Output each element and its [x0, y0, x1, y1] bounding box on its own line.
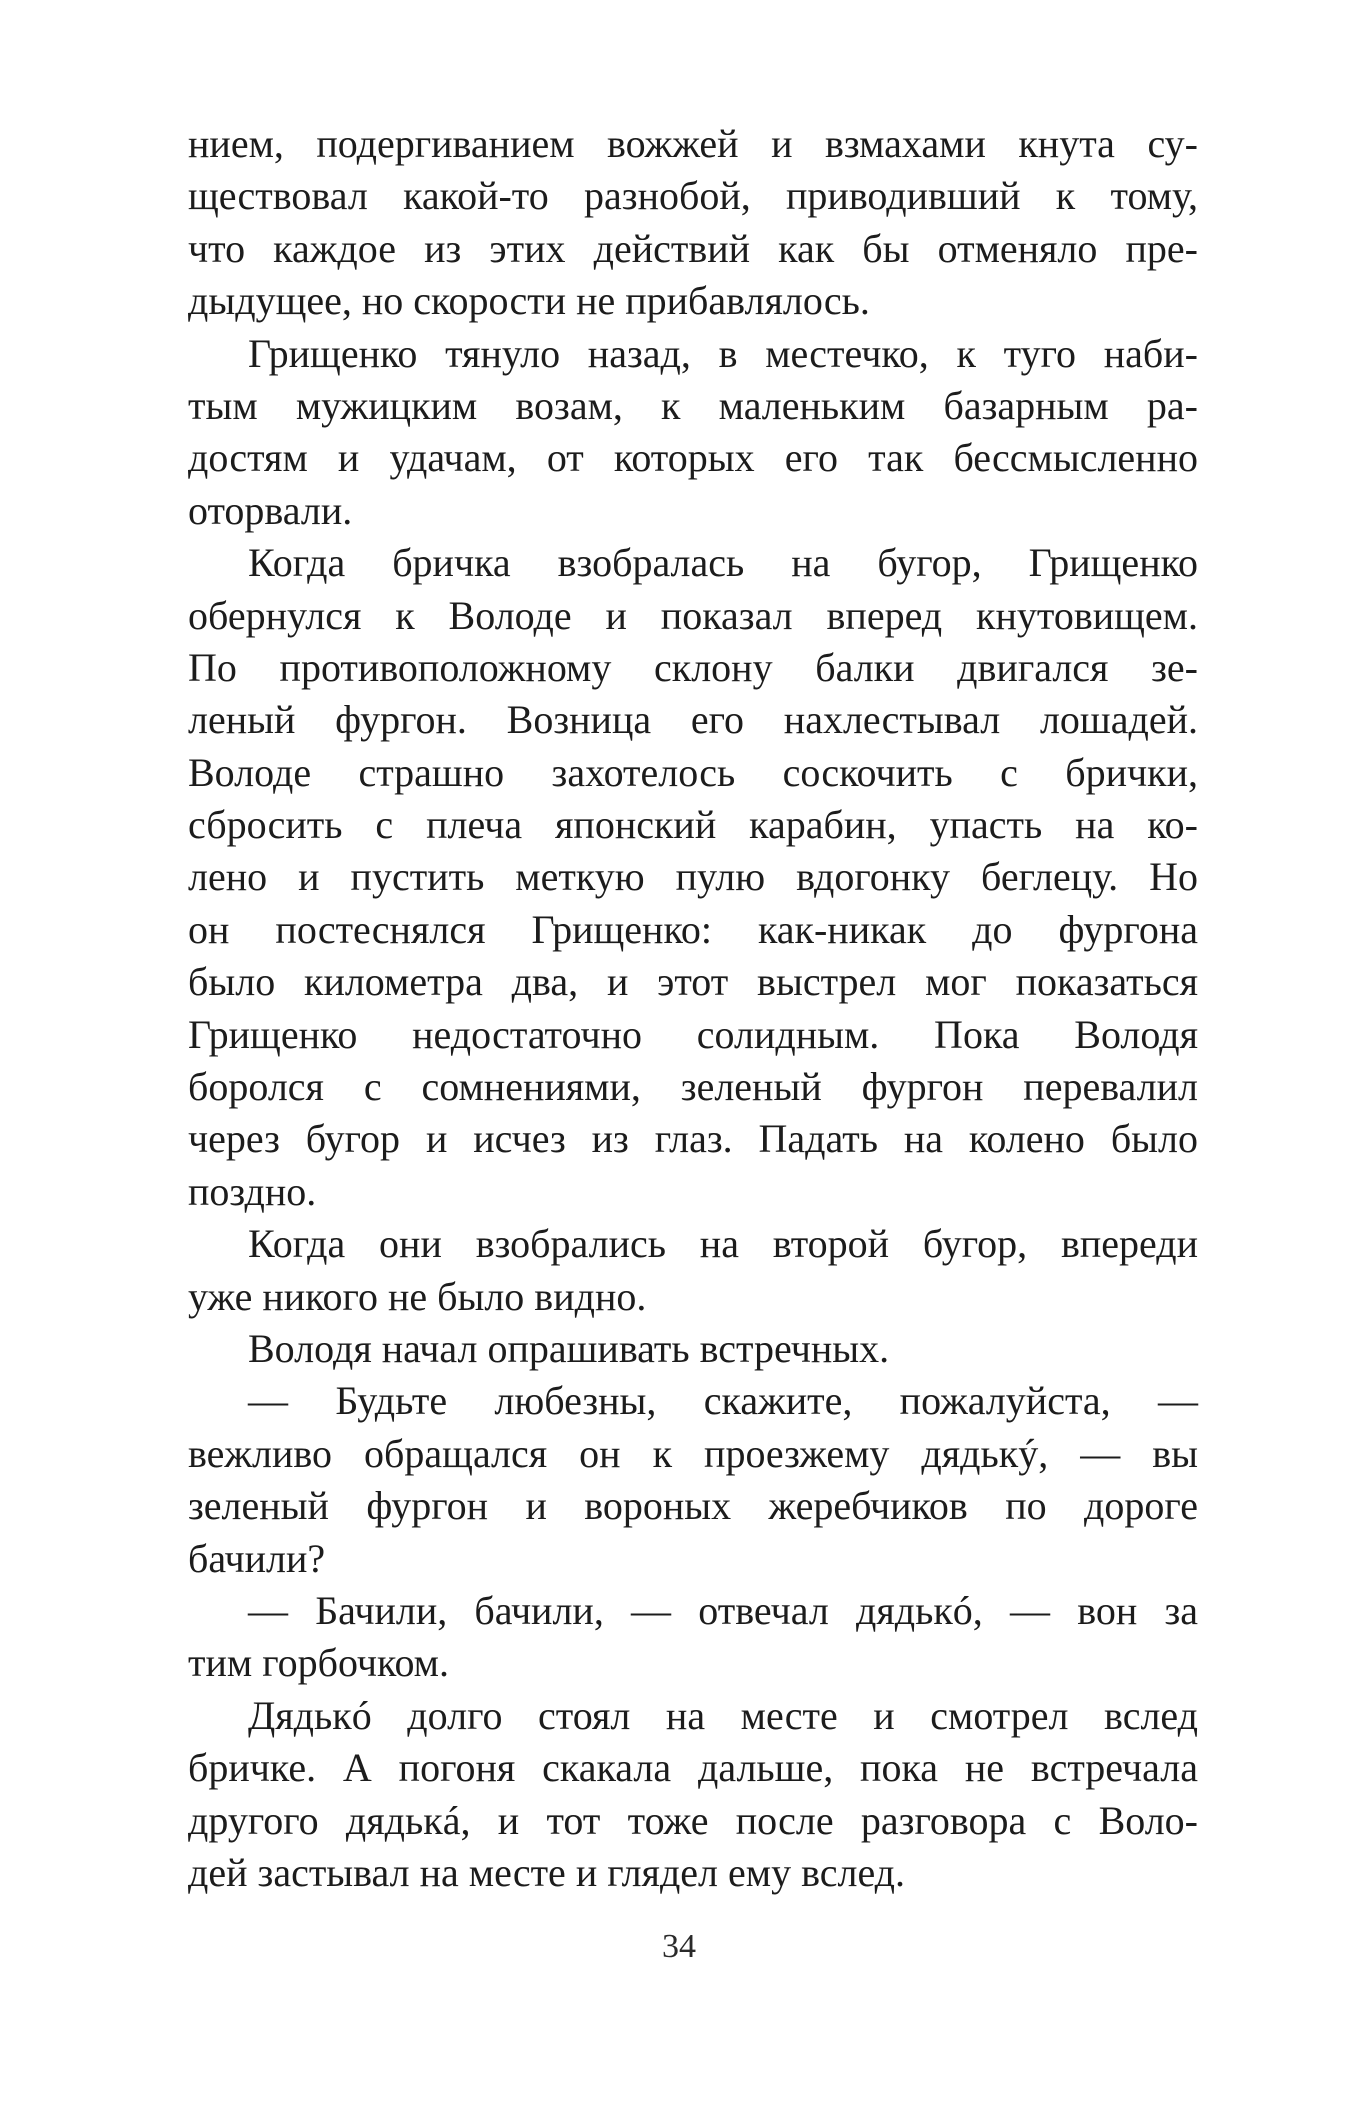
text-line: лено и пустить меткую пулю вдогонку беглецу. Но — [188, 854, 1198, 900]
text-line: обернулся к Володе и показал вперед кнутовищем. — [188, 592, 1198, 638]
page-number: 34 — [662, 1928, 696, 1965]
text-line: уже никого не было видно. — [188, 1273, 647, 1319]
text-line: было километра два, и этот выстрел мог показаться — [188, 959, 1198, 1005]
page-body-text — [188, 118, 1198, 1899]
text-line: поздно. — [188, 1168, 317, 1214]
text-line: Володе страшно захотелось соскочить с брички, — [188, 749, 1198, 795]
text-line: он постеснялся Грищенко: как-никак до фургона — [188, 906, 1198, 952]
text-line: бричке. А погоня скакала дальше, пока не встречала — [188, 1745, 1198, 1791]
text-line: сбросить с плеча японский карабин, упасть на ко- — [188, 802, 1198, 848]
text-line: другого дядькá, и тот тоже после разговора с Воло- — [188, 1797, 1198, 1843]
text-line: дыдущее, но скорости не прибавлялось. — [188, 278, 870, 324]
text-line: леный фургон. Возница его нахлестывал лошадей. — [188, 697, 1198, 743]
text-line: — Бачили, бачили, — отвечал дядькó, — вон за — [248, 1587, 1198, 1633]
text-line: ществовал какой-то разнобой, приводивший к тому, — [188, 173, 1198, 219]
text-line: вежливо обращался он к проезжему дядькý, — вы — [188, 1430, 1198, 1476]
text-line: тим горбочком. — [188, 1640, 449, 1686]
text-line: оторвали. — [188, 487, 353, 533]
text-line: Когда они взобрались на второй бугор, впереди — [248, 1221, 1198, 1267]
text-line: достям и удачам, от которых его так бессмысленно — [188, 435, 1198, 481]
text-line: Грищенко недостаточно солидным. Пока Володя — [188, 1011, 1198, 1057]
text-line: дей застывал на месте и глядел ему вслед. — [188, 1849, 906, 1895]
text-line: бачили? — [188, 1535, 326, 1581]
text-line: Грищенко тянуло назад, в местечко, к туго наби- — [248, 330, 1198, 376]
text-line: — Будьте любезны, скажите, пожалуйста, — — [248, 1378, 1198, 1424]
text-line: Когда бричка взобралась на бугор, Грищенко — [248, 540, 1198, 586]
text-line: зеленый фургон и вороных жеребчиков по дороге — [188, 1483, 1198, 1529]
text-line: По противоположному склону балки двигался зе- — [188, 644, 1198, 690]
text-line: тым мужицким возам, к маленьким базарным ра- — [188, 382, 1198, 428]
text-line: Володя начал опрашивать встречных. — [248, 1325, 890, 1371]
text-line: боролся с сомнениями, зеленый фургон перевалил — [188, 1064, 1198, 1110]
text-line: нием, подергиванием вожжей и взмахами кнута су- — [188, 121, 1198, 166]
text-line: что каждое из этих действий как бы отменяло пре- — [188, 225, 1198, 271]
text-line: Дядькó долго стоял на месте и смотрел вслед — [248, 1692, 1198, 1738]
text-line: через бугор и исчез из глаз. Падать на колено было — [188, 1116, 1198, 1162]
